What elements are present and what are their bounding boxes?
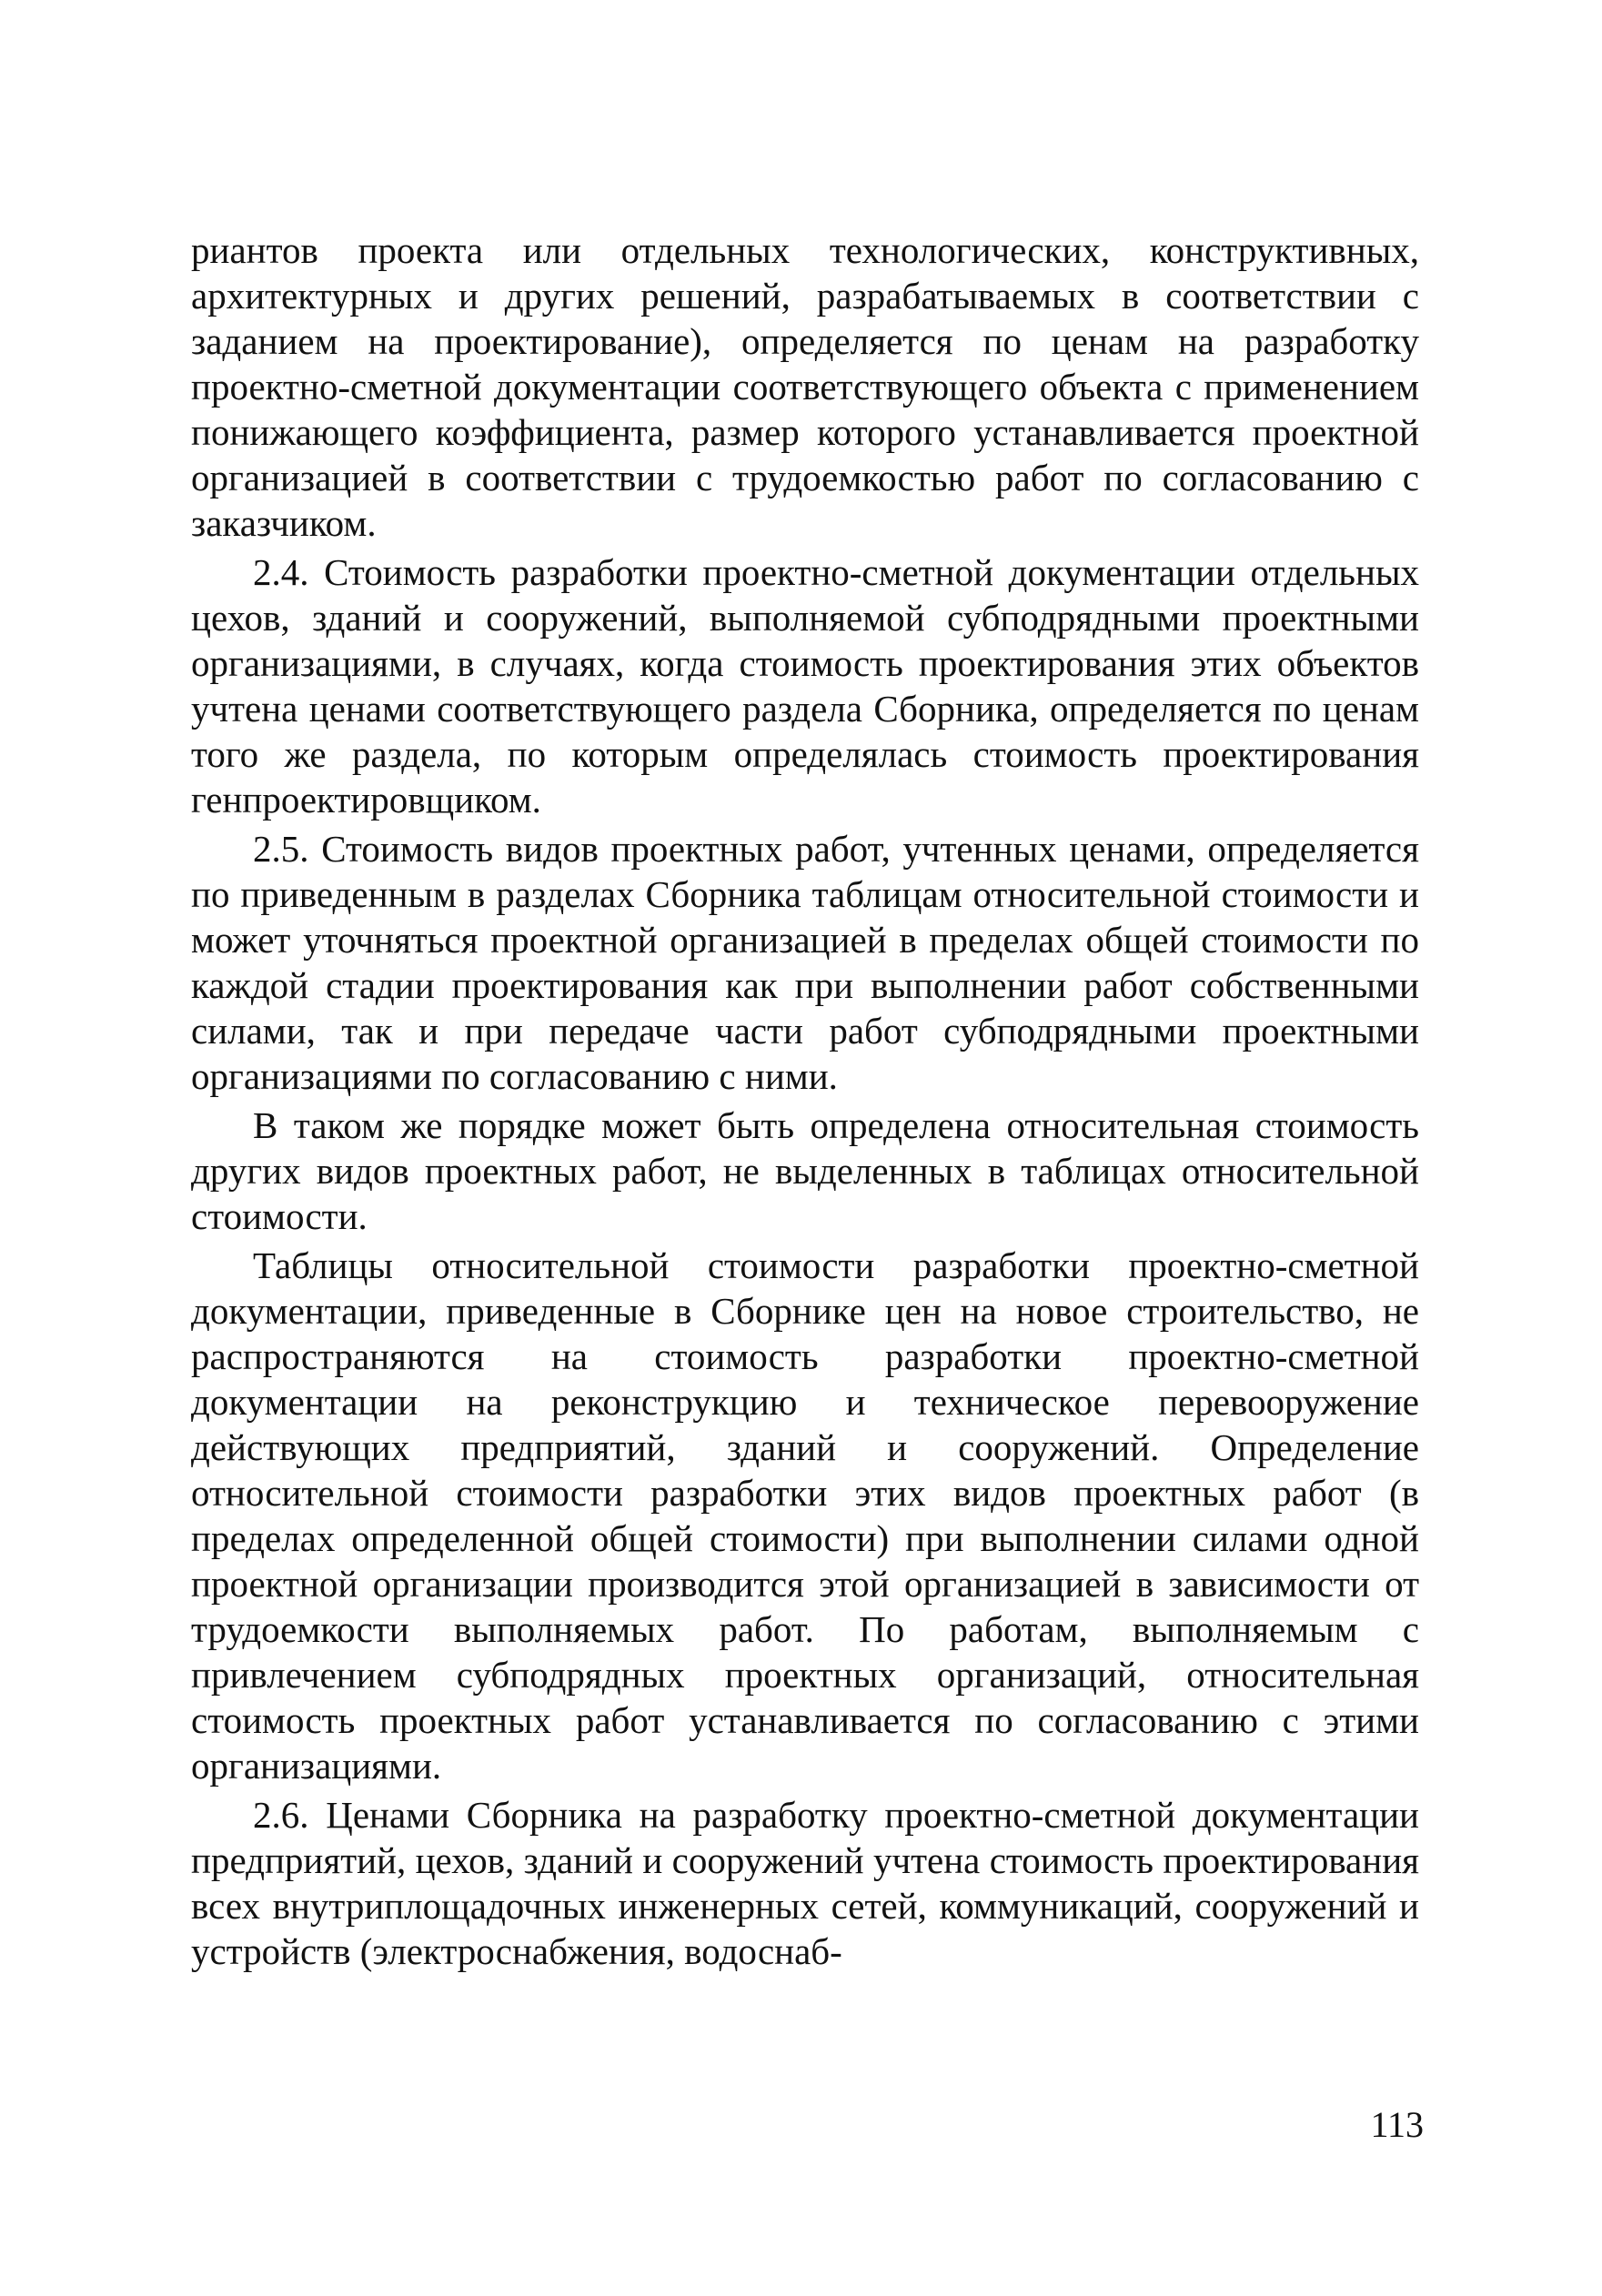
paragraph-2-5-tables: Таблицы относительной стоимости разработки проектно-сметной документации, приведенные в Сборнике цен на новое строительство, не распространяются на стоимость разработки проектно-сметной документации на реконструкцию и техническое перевооружение действующих предприятий, зданий и сооружений. Определение относительной стоимости разработки этих видов проектных работ (в пределах определенной общей стоимости) при выполнении силами одной проектной организации производится этой организацией в зависимости от трудоемкости выполняемых работ. По работам, выполняемым с привлечением субподрядных проектных организаций, относительная стоимость проектных работ устанавливается по согласованию с этими организациями. [191, 1244, 1419, 1787]
paragraph-2-5: 2.5. Стоимость видов проектных работ, учтенных ценами, определяется по приведенным в разделах Сборника таблицам относительной стоимости и может уточняться проектной организацией в пределах общей стоимости по каждой стадии проектирования как при выполнении работ собственными силами, так и при передаче части работ субподрядными проектными организациями по согласованию с ними. [191, 828, 1419, 1097]
paragraph-2-4: 2.4. Стоимость разработки проектно-сметной документации отдельных цехов, зданий и сооружений, выполняемой субподрядными проектными организациями, в случаях, когда стоимость проектирования этих объектов учтена ценами соответствующего раздела Сборника, определяется по ценам того же раздела, по которым определялась стоимость проектирования генпроектировщиком. [191, 551, 1419, 821]
body-text [191, 227, 1419, 1974]
page-number: 113 [1370, 2104, 1424, 2145]
paragraph-2-5-order: В таком же порядке может быть определена относительная стоимость других видов проектных работ, не выделенных в таблицах относительной стоимости. [191, 1104, 1419, 1237]
paragraph-2-6: 2.6. Ценами Сборника на разработку проектно-сметной документации предприятий, цехов, зданий и сооружений учтена стоимость проектирования всех внутриплощадочных инженерных сетей, коммуникаций, сооружений и устройств (электроснабжения, водоснаб- [191, 1794, 1419, 1972]
paragraph-continuation: риантов проекта или отдельных технологических, конструктивных, архитектурных и других решений, разрабатываемых в соответствии с заданием на проектирование), определяется по ценам на разработку проектно-сметной документации соответствующего объекта с применением понижающего коэффициента, размер которого устанавливается проектной организацией в соответствии с трудоемкостью работ по согласованию с заказчиком. [191, 229, 1419, 544]
